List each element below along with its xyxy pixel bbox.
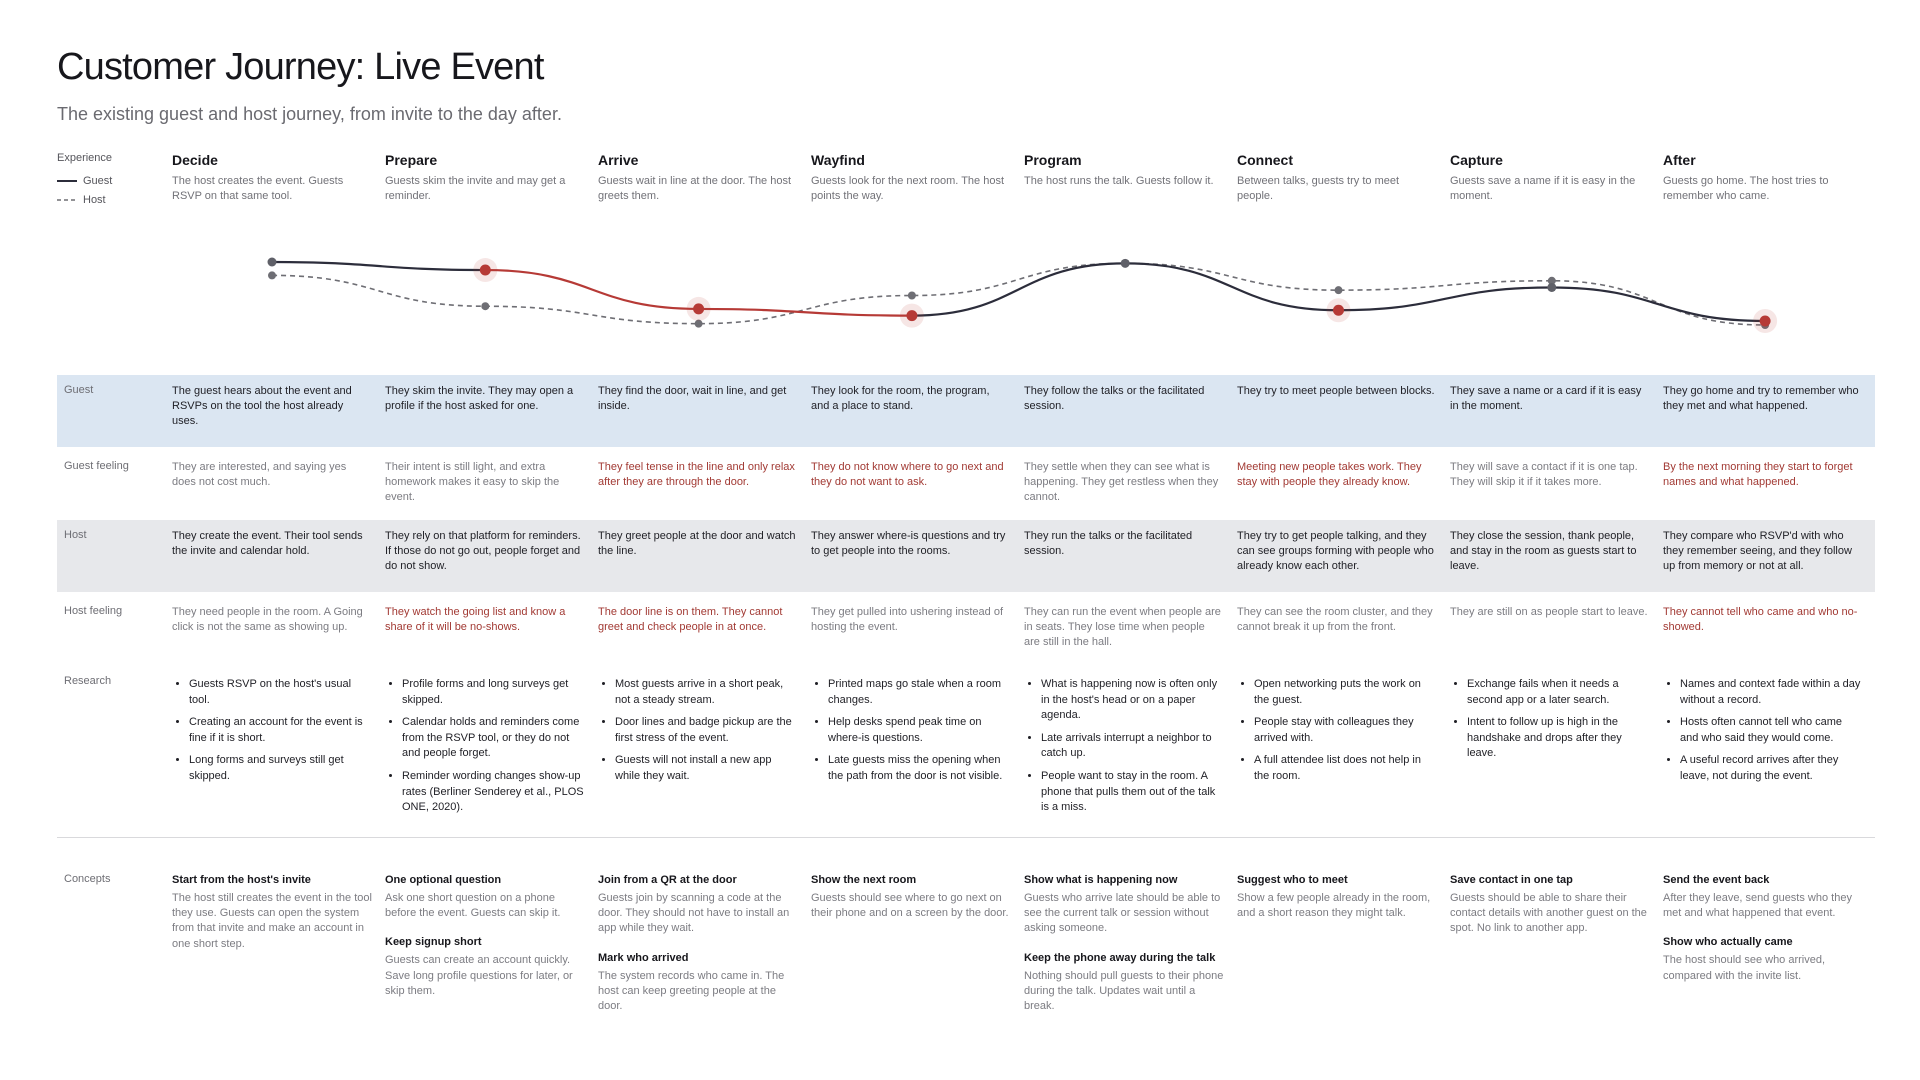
concept-body: After they leave, send guests who they met and what happened that event. [1663,892,1852,920]
guest-pain-point [1333,305,1344,316]
stage-description: Guests look for the next room. The host points the way. [811,175,1005,202]
guest-cell: They look for the room, the program, and a place to stand. [811,385,990,413]
concept-title: Show what is happening now [1024,874,1178,886]
concept-title: Keep the phone away during the talk [1024,951,1216,964]
row-label-host: Host [64,529,87,541]
research-item: • People stay with colleagues they arrived with. [1254,715,1437,746]
research-item: • Profile forms and long surveys get skipped. [402,677,585,708]
concept-title: Send the event back [1663,874,1770,886]
host-cell: They run the talks or the facilitated session. [1024,530,1193,558]
concept-card [811,874,1011,921]
research-item: • People want to stay in the room. A phone that pulls them out of the talk is a miss. [1041,769,1224,816]
host-feeling-cell: They are still on as people start to leave. [1450,606,1648,618]
guest-experience-segment [1339,287,1552,310]
page-subtitle: The existing guest and host journey, from invite to the day after. [57,104,562,124]
stage-description: Between talks, guests try to meet people. [1237,175,1400,202]
research-list [811,677,1011,792]
concept-title: Show the next room [811,874,917,886]
concept-column [1237,874,1437,936]
row-label-guest-feeling: Guest feeling [64,460,129,472]
legend-guest-label: Guest [83,174,113,187]
host-cell: They greet people at the door and watch the line. [598,530,796,558]
guest-cell: They go home and try to remember who they met and what happened. [1663,385,1859,413]
guest-feeling-cell: By the next morning they start to forget names and what happened. [1663,461,1853,489]
research-item: • Long forms and surveys still get skipped. [189,753,372,784]
concept-card [385,936,585,999]
research-bullets [1024,677,1224,816]
row-label-guest: Guest [64,384,94,396]
host-point [908,292,916,300]
host-point [268,271,276,279]
guest-cell: They save a name or a card if it is easy in the moment. [1450,385,1642,413]
legend-host-label: Host [83,193,106,206]
research-list [598,677,798,792]
guest-pain-point [906,310,917,321]
host-feeling-cell: They cannot tell who came and who no-showed. [1663,606,1858,634]
guest-experience-segment [699,309,912,316]
concept-title: Mark who arrived [598,951,689,964]
row-label-research: Research [64,675,112,687]
concept-body: The host still creates the event in the tool they use. Guests can open the system from that invite and make an account in one short step. [172,892,372,950]
guest-pain-point [480,265,491,276]
research-item: • Most guests arrive in a short peak, not a steady stream. [615,677,798,708]
concept-column [172,874,372,967]
host-feeling-cell: They get pulled into ushering instead of hosting the event. [811,606,1004,634]
concept-body: The host should see who arrived, compared with the invite list. [1663,954,1826,982]
stage-name: Wayfind [811,152,865,168]
guest-pain-point [693,303,704,314]
concept-body: Guests who arrive late should be able to see the current talk or session without asking someone. [1024,892,1221,935]
concept-card [598,874,798,937]
guest-experience-segment [1552,287,1765,321]
research-item: • Names and context fade within a day without a record. [1680,677,1863,708]
concept-card [1024,952,1224,1015]
guest-point [1547,283,1556,292]
research-item: • Guests will not install a new app while they wait. [615,753,798,784]
research-list [1024,677,1224,823]
research-item: • Open networking puts the work on the guest. [1254,677,1437,708]
research-list [1663,677,1863,792]
guest-cell: They skim the invite. They may open a profile if the host asked for one. [385,385,574,413]
research-item: • What is happening now is often only in the host's head or on a paper agenda. [1041,677,1224,724]
guest-cell: The guest hears about the event and RSVPs on the tool the host already uses. [172,385,352,428]
host-cell: They close the session, thank people, and stay in the room as guests start to leave. [1450,530,1637,573]
host-cell: They compare who RSVP'd with who they remember seeing, and they follow up from memory or not at all. [1663,530,1852,573]
concept-body: Show a few people already in the room, and a short reason they might talk. [1237,892,1431,920]
guest-feeling-cell: They feel tense in the line and only relax after they are through the door. [598,461,795,489]
host-feeling-cell: The door line is on them. They cannot greet and check people in at once. [598,606,783,634]
section-divider [57,837,1875,838]
guest-experience-segment [485,270,698,309]
stage-description: Guests wait in line at the door. The host greets them. [598,175,792,202]
research-item: • A useful record arrives after they leave, not during the event. [1680,753,1863,784]
concept-body: The system records who came in. The host can keep greeting people at the door. [598,969,785,1013]
research-bullets [598,677,798,785]
concept-body: Nothing should pull guests to their phone during the talk. Updates wait until a break. [1024,969,1224,1013]
guest-point [268,258,277,267]
research-item: • Help desks spend peak time on where-is questions. [828,715,1011,746]
guest-feeling-cell: They do not know where to go next and they do not want to ask. [811,461,1004,489]
stage-description: Guests skim the invite and may get a reminder. [385,175,566,202]
research-item: • Creating an account for the event is fine if it is short. [189,715,372,746]
concept-column [385,874,585,1014]
research-bullets [1237,677,1437,785]
guest-feeling-cell: They are interested, and saying yes does not cost much. [172,461,347,489]
row-label-host-feeling: Host feeling [64,605,123,617]
stage-name: Prepare [385,152,438,168]
concept-body: Guests should see where to go next on their phone and on a screen by the door. [811,892,1009,920]
concept-column [1450,874,1650,952]
concept-column [598,874,798,1029]
research-list [1237,677,1437,792]
stage-name: Program [1024,152,1082,168]
concept-column [811,874,1011,936]
host-cell: They answer where-is questions and try to get people into the rooms. [811,530,1006,558]
concept-title: Keep signup short [385,936,482,949]
guest-cell: They try to meet people between blocks. [1237,385,1435,397]
research-list [172,677,372,792]
concept-card [1663,874,1863,921]
concept-card [385,874,585,921]
guest-experience-segment [912,263,1125,315]
concept-card [1663,936,1863,983]
guest-pain-point [1760,315,1771,326]
research-bullets [1663,677,1863,785]
concept-body: Guests join by scanning a code at the door. They should not have to install an app while they wait. [598,892,790,935]
research-item: • Late arrivals interrupt a neighbor to catch up. [1041,731,1224,762]
concept-column [1024,874,1224,1029]
guest-experience-segment [1125,263,1338,310]
guest-experience-segment [272,262,485,270]
host-feeling-cell: They need people in the room. A Going click is not the same as showing up. [172,606,363,634]
guest-feeling-cell: They settle when they can see what is happening. They get restless when they cannot. [1024,461,1219,504]
stage-description: The host runs the talk. Guests follow it. [1024,175,1214,187]
row-label-concepts: Concepts [64,873,111,885]
research-item: • Printed maps go stale when a room changes. [828,677,1011,708]
host-feeling-cell: They can see the room cluster, and they cannot break it up from the front. [1237,606,1433,634]
research-bullets [172,677,372,785]
host-cell: They rely on that platform for reminders. If those do not go out, people forget and do not show. [385,530,581,573]
concept-body: Guests can create an account quickly. Save long profile questions for later, or skip them. [385,954,573,997]
stage-description: Guests save a name if it is easy in the moment. [1450,175,1636,202]
guest-cell: They follow the talks or the facilitated session. [1024,385,1205,413]
concept-title: Join from a QR at the door [598,874,737,886]
legend-title: Experience [57,152,113,164]
research-item: • Exchange fails when it needs a second app or a later search. [1467,677,1650,708]
concept-title: Show who actually came [1663,936,1793,949]
research-item: • Intent to follow up is high in the handshake and drops after they leave. [1467,715,1650,762]
concept-card [172,874,372,952]
research-item: • Reminder wording changes show-up rates (Berliner Senderey et al., PLOS ONE, 2020). [402,769,585,816]
guest-feeling-cell: Their intent is still light, and extra homework makes it easy to skip the event. [385,461,560,504]
research-item: • Hosts often cannot tell who came and who said they would come. [1680,715,1863,746]
research-bullets [811,677,1011,785]
guest-cell: They find the door, wait in line, and get inside. [598,385,787,413]
concept-body: Guests should be able to share their contact details with another guest on the spot. No link to another app. [1450,892,1647,935]
stage-name: Capture [1450,152,1503,168]
stage-name: Connect [1237,152,1293,168]
research-bullets [385,677,585,816]
host-point [481,302,489,310]
guest-feeling-cell: Meeting new people takes work. They stay with people they already know. [1237,461,1422,489]
stage-description: The host creates the event. Guests RSVP on that same tool. [172,175,344,202]
guest-feeling-cell: They will save a contact if it is one tap. They will skip it if it takes more. [1450,461,1638,489]
concept-card [1450,874,1650,937]
research-item: • A full attendee list does not help in the room. [1254,753,1437,784]
stage-name: Decide [172,152,218,168]
host-cell: They try to get people talking, and they can see groups forming with people who already know each other. [1237,530,1434,573]
concept-title: One optional question [385,874,502,886]
host-point [1335,286,1343,294]
research-item: • Guests RSVP on the host's usual tool. [189,677,372,708]
research-item: • Late guests miss the opening when the path from the door is not visible. [828,753,1011,784]
guest-point [1121,259,1130,268]
page-title: Customer Journey: Live Event [57,46,544,88]
concept-card [1024,874,1224,937]
research-bullets [1450,677,1650,762]
stage-description: Guests go home. The host tries to remember who came. [1663,175,1829,202]
concept-card [598,952,798,1015]
host-feeling-cell: They watch the going list and know a share of it will be no-shows. [385,606,566,634]
stage-name: Arrive [598,152,639,168]
host-feeling-cell: They can run the event when people are in seats. They lose time when people are still in the hall. [1024,606,1221,649]
concept-card [1237,874,1437,921]
host-cell: They create the event. Their tool sends the invite and calendar hold. [172,530,363,558]
concept-title: Save contact in one tap [1450,874,1573,886]
research-list [1450,677,1650,769]
research-item: • Door lines and badge pickup are the first stress of the event. [615,715,798,746]
stage-name: After [1663,152,1696,168]
concept-body: Ask one short question on a phone before the event. Guests can skip it. [385,892,561,920]
research-list [385,677,585,823]
journey-chart [0,0,1920,370]
concept-column [1663,874,1863,999]
research-item: • Calendar holds and reminders come from the RSVP tool, or they do not and people forget. [402,715,585,762]
concept-title: Suggest who to meet [1237,874,1348,886]
concept-title: Start from the host's invite [172,874,311,886]
